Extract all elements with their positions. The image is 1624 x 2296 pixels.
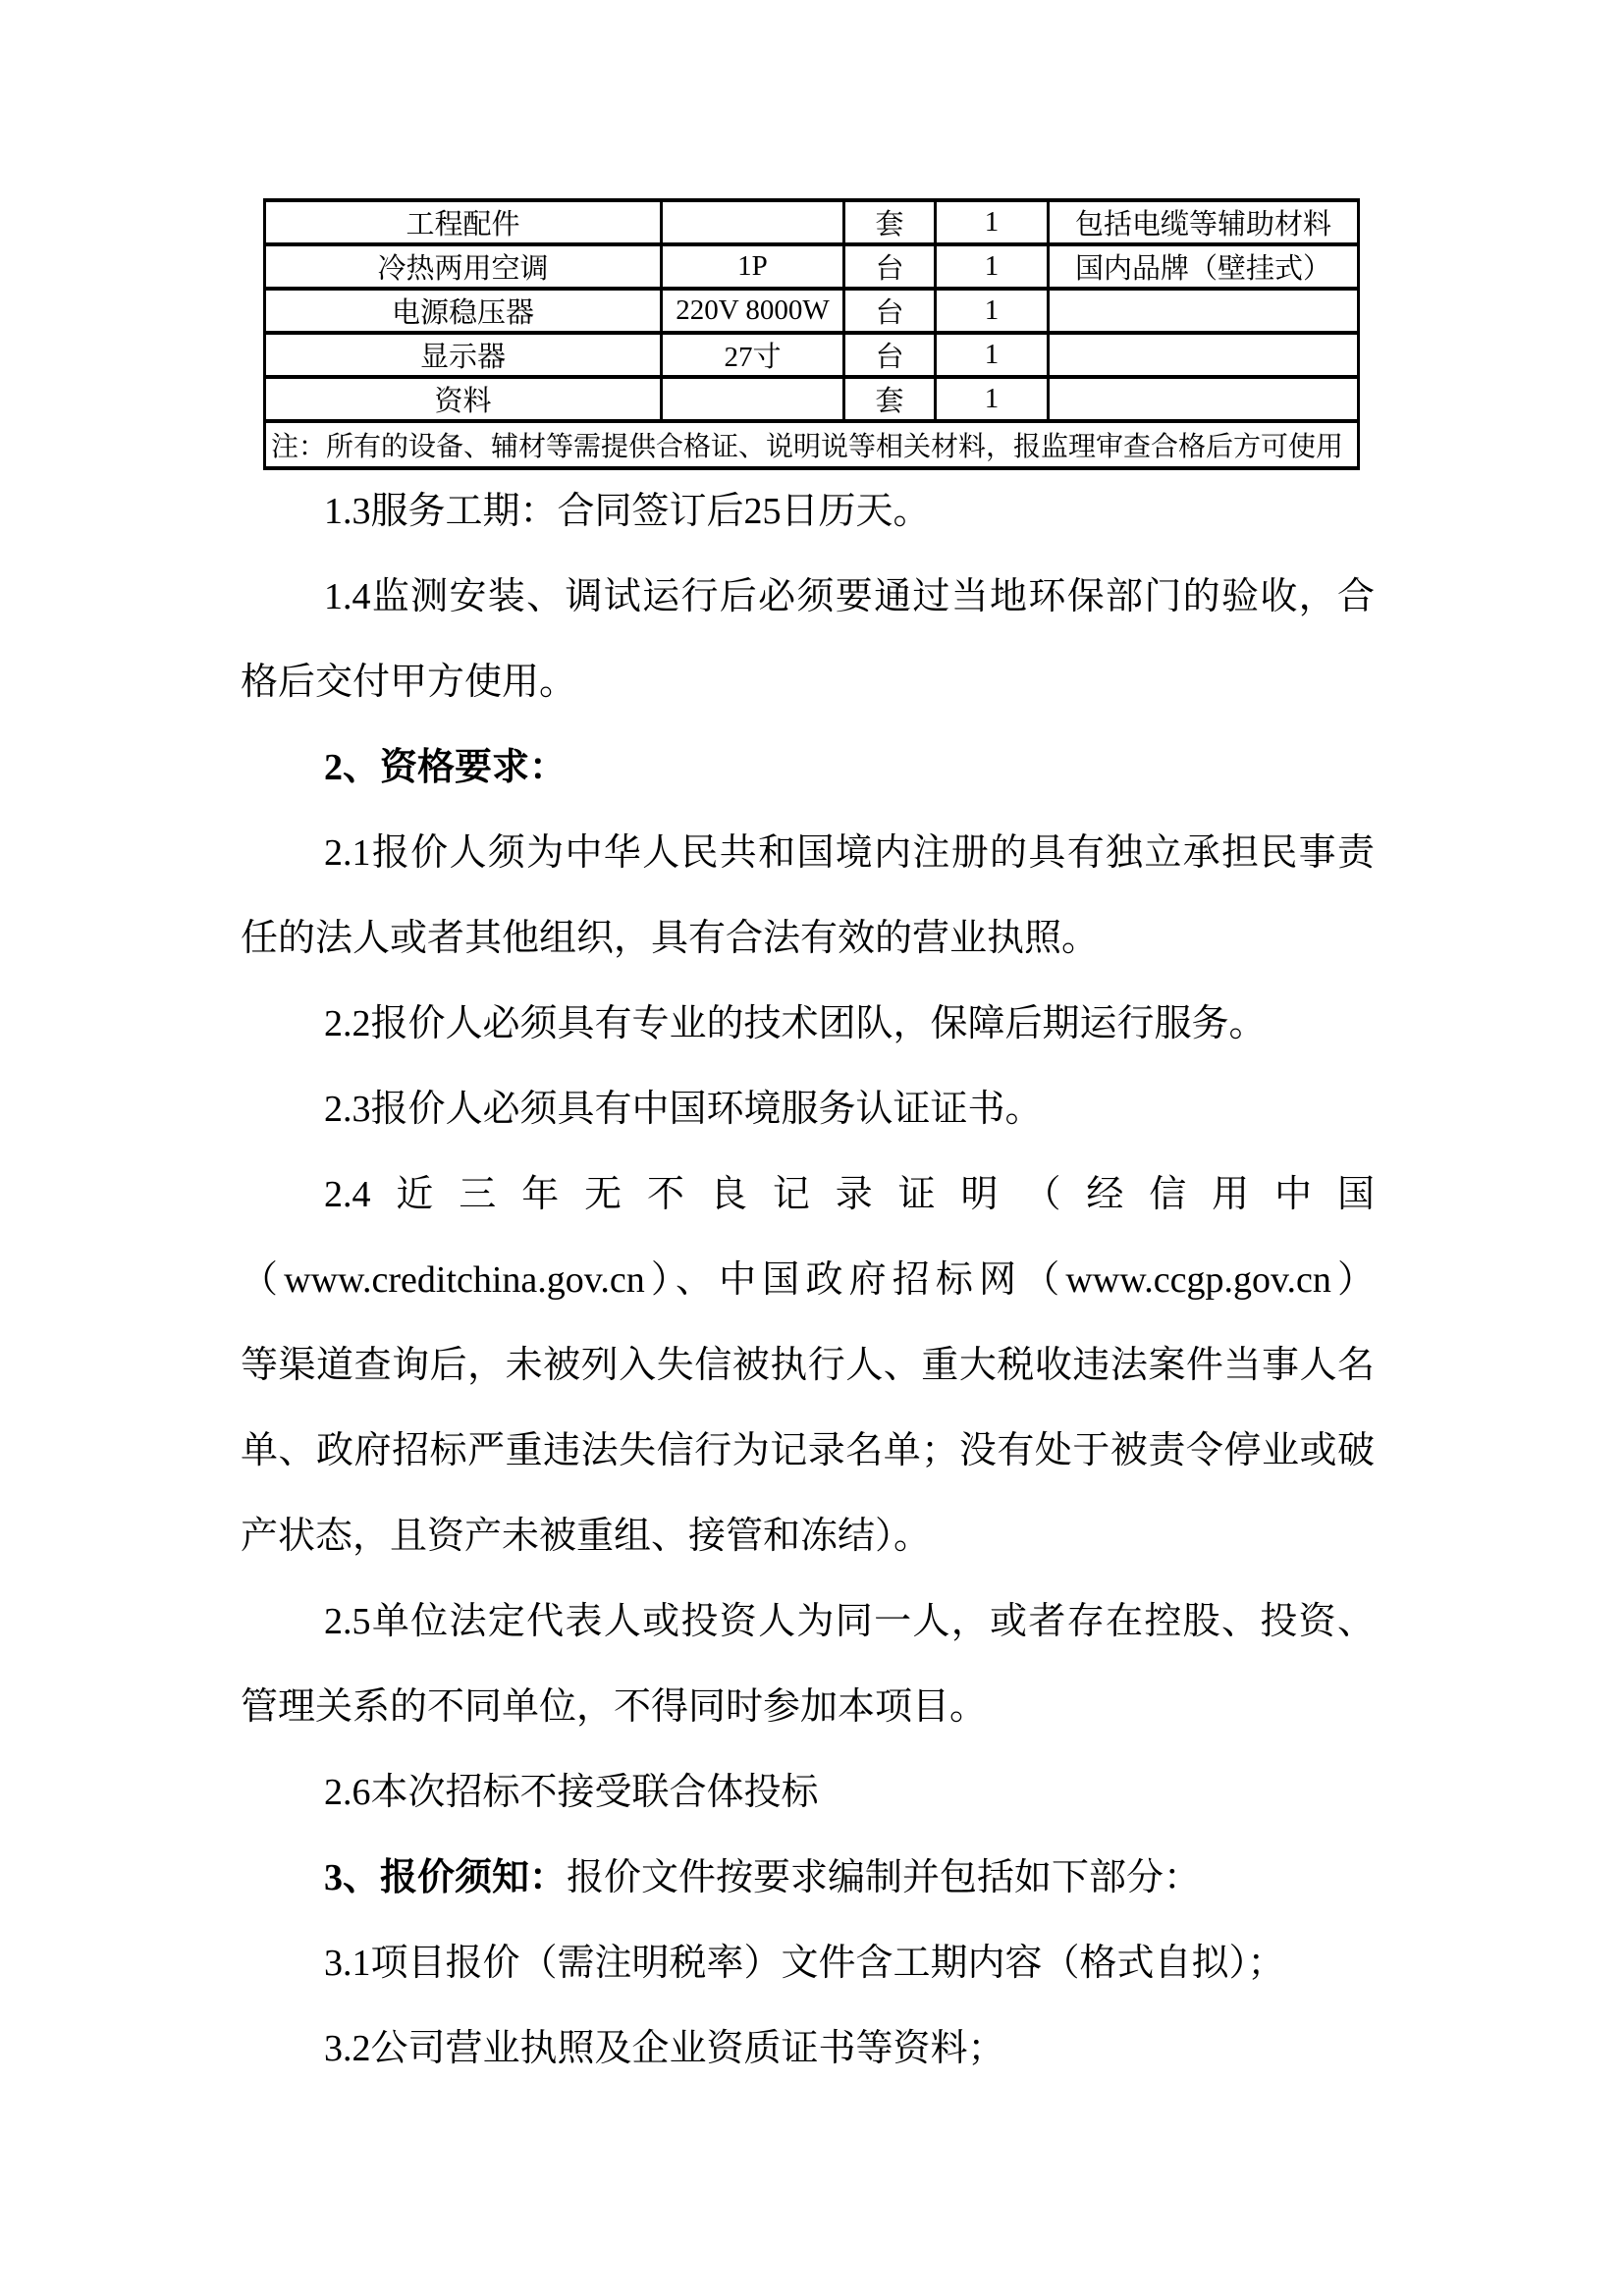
cell-spec: 1P bbox=[662, 244, 844, 289]
text-line bbox=[241, 1152, 1375, 1238]
text-line bbox=[241, 555, 1375, 640]
text-line bbox=[241, 1750, 1375, 1836]
text-line bbox=[241, 725, 1375, 811]
text-segment: 3.2公司营业执照及企业资质证书等资料； bbox=[324, 2028, 1005, 2069]
text-segment: 2.6本次招标不接受联合体投标 bbox=[324, 1772, 819, 1813]
text-segment: 2.1报价人须为中华人民共和国境内注册的具有独立承担民事责 bbox=[324, 832, 1375, 874]
text-line bbox=[241, 1323, 1375, 1409]
text-segment: 1.3服务工期：合同签订后25日历天。 bbox=[324, 491, 931, 532]
text-line bbox=[241, 1067, 1375, 1152]
table-footnote-row bbox=[265, 421, 1359, 468]
table-row bbox=[265, 377, 1359, 421]
cell-quantity: 1 bbox=[936, 377, 1049, 421]
text-segment: 2.2报价人必须具有专业的技术团队，保障后期运行服务。 bbox=[324, 1003, 1267, 1044]
text-line bbox=[241, 640, 1375, 725]
text-segment: （www.creditchina.gov.cn）、中国政府招标网（www.ccgp.gov.cn） bbox=[241, 1259, 1375, 1301]
table-row bbox=[265, 333, 1359, 377]
cell-spec: 220V 8000W bbox=[662, 289, 844, 333]
text-line bbox=[241, 1494, 1375, 1579]
text-segment: 1.4监测安装、调试运行后必须要通过当地环保部门的验收，合 bbox=[324, 576, 1375, 617]
text-segment: 3、报价须知： bbox=[324, 1857, 568, 1898]
text-segment: 格后交付甲方使用。 bbox=[241, 662, 577, 703]
cell-item-name: 电源稳压器 bbox=[265, 289, 662, 333]
text-segment: 2.4近三年无不良记录证明（经信用中国 bbox=[324, 1174, 1375, 1215]
text-line bbox=[241, 1579, 1375, 1665]
body-text bbox=[241, 469, 1375, 2092]
text-segment: 报价文件按要求编制并包括如下部分： bbox=[567, 1857, 1202, 1898]
cell-unit: 套 bbox=[844, 377, 936, 421]
text-line bbox=[241, 1665, 1375, 1750]
text-segment: 任的法人或者其他组织，具有合法有效的营业执照。 bbox=[241, 918, 1100, 959]
text-segment: 等渠道查询后，未被列入失信被执行人、重大税收违法案件当事人名 bbox=[241, 1345, 1375, 1386]
text-line bbox=[241, 811, 1375, 896]
cell-unit: 套 bbox=[844, 200, 936, 244]
cell-item-name: 资料 bbox=[265, 377, 662, 421]
cell-quantity: 1 bbox=[936, 200, 1049, 244]
text-line bbox=[241, 1238, 1375, 1323]
text-segment: 2.3报价人必须具有中国环境服务认证证书。 bbox=[324, 1089, 1043, 1130]
cell-note bbox=[1049, 377, 1359, 421]
cell-quantity: 1 bbox=[936, 289, 1049, 333]
cell-note bbox=[1049, 289, 1359, 333]
cell-quantity: 1 bbox=[936, 244, 1049, 289]
text-segment: 单、政府招标严重违法失信行为记录名单；没有处于被责令停业或破 bbox=[241, 1430, 1375, 1471]
table-row bbox=[265, 244, 1359, 289]
text-segment: 3.1项目报价（需注明税率）文件含工期内容（格式自拟）； bbox=[324, 1943, 1285, 1984]
text-line bbox=[241, 1921, 1375, 2006]
text-line bbox=[241, 1409, 1375, 1494]
text-line bbox=[241, 896, 1375, 982]
cell-unit: 台 bbox=[844, 333, 936, 377]
cell-note bbox=[1049, 333, 1359, 377]
equipment-table bbox=[263, 198, 1360, 470]
table-footnote: 注：所有的设备、辅材等需提供合格证、说明说等相关材料，报监理审查合格后方可使用 bbox=[265, 421, 1359, 468]
cell-item-name: 工程配件 bbox=[265, 200, 662, 244]
text-segment: 产状态，且资产未被重组、接管和冻结）。 bbox=[241, 1516, 932, 1557]
cell-unit: 台 bbox=[844, 244, 936, 289]
cell-spec: 27寸 bbox=[662, 333, 844, 377]
cell-spec bbox=[662, 200, 844, 244]
cell-item-name: 冷热两用空调 bbox=[265, 244, 662, 289]
table-row bbox=[265, 289, 1359, 333]
text-segment: 管理关系的不同单位，不得同时参加本项目。 bbox=[241, 1686, 988, 1728]
cell-quantity: 1 bbox=[936, 333, 1049, 377]
text-segment: 2、资格要求： bbox=[324, 747, 568, 788]
text-line bbox=[241, 1836, 1375, 1921]
text-line bbox=[241, 982, 1375, 1067]
table-row bbox=[265, 200, 1359, 244]
cell-note: 包括电缆等辅助材料 bbox=[1049, 200, 1359, 244]
text-segment: 2.5单位法定代表人或投资人为同一人，或者存在控股、投资、 bbox=[324, 1601, 1375, 1642]
cell-unit: 台 bbox=[844, 289, 936, 333]
cell-spec bbox=[662, 377, 844, 421]
text-line bbox=[241, 2006, 1375, 2092]
cell-item-name: 显示器 bbox=[265, 333, 662, 377]
cell-note: 国内品牌（壁挂式） bbox=[1049, 244, 1359, 289]
text-line bbox=[241, 469, 1375, 555]
